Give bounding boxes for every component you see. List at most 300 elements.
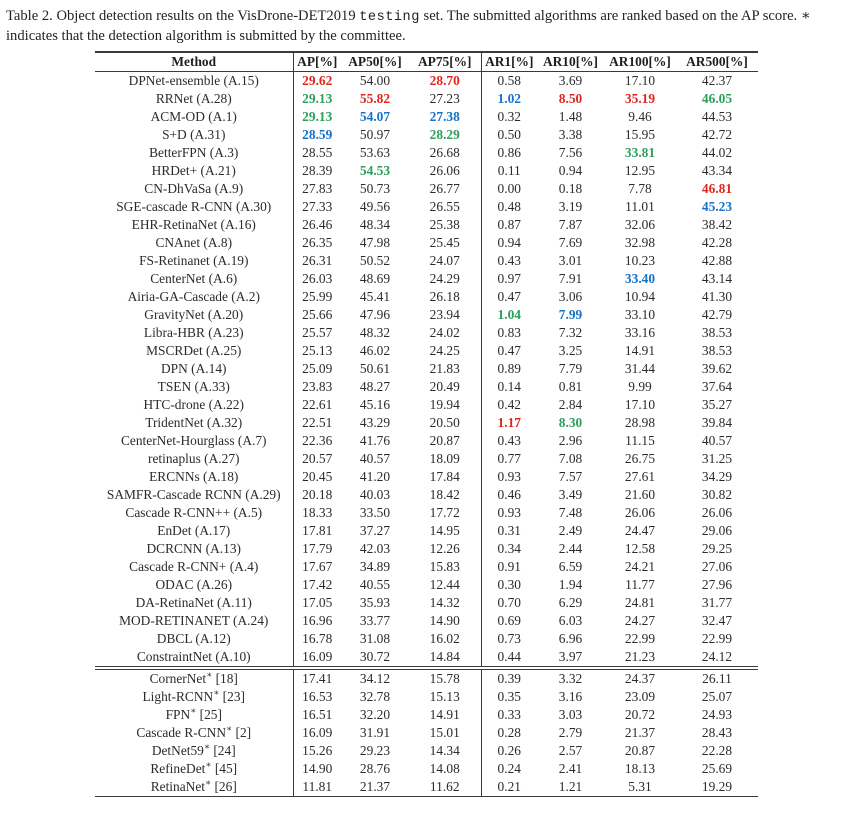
method-cell: RefineDet∗ [45] <box>95 760 293 778</box>
value-cell: 44.53 <box>701 109 733 125</box>
value-cell: 20.50 <box>409 414 481 432</box>
value-cell: 31.91 <box>359 725 391 741</box>
table-row <box>95 270 758 288</box>
value-cell: 3.49 <box>558 487 583 503</box>
value-cell: 45.16 <box>359 397 391 413</box>
col-header-ap50: AP50[%] <box>341 52 409 72</box>
value-cell: 33.81 <box>624 145 656 161</box>
value-cell: 29.06 <box>701 523 733 539</box>
method-cell: Cascade R-CNN++ (A.5) <box>95 504 293 522</box>
value-cell: 14.08 <box>409 760 481 778</box>
value-cell: 3.06 <box>558 289 583 305</box>
table-row <box>95 688 758 706</box>
value-cell: 2.57 <box>558 743 583 759</box>
value-cell: 29.62 <box>302 73 333 89</box>
value-cell: 34.89 <box>359 559 391 575</box>
value-cell: 33.40 <box>624 271 656 287</box>
committee-star-marker: ∗ <box>213 687 220 698</box>
method-cell: BetterFPN (A.3) <box>95 144 293 162</box>
value-cell: 11.62 <box>409 778 481 797</box>
value-cell: 20.72 <box>624 707 656 723</box>
table-row <box>95 742 758 760</box>
value-cell: 0.94 <box>558 163 583 179</box>
table-row <box>95 760 758 778</box>
value-cell: 25.69 <box>701 761 733 777</box>
value-cell: 14.32 <box>409 594 481 612</box>
method-cell: Cascade R-CNN∗ [2] <box>95 724 293 742</box>
value-cell: 47.96 <box>359 307 391 323</box>
value-cell: 14.91 <box>624 343 656 359</box>
value-cell: 54.00 <box>359 73 391 89</box>
value-cell: 26.06 <box>624 505 656 521</box>
value-cell: 31.44 <box>624 361 656 377</box>
value-cell: 0.24 <box>497 761 521 777</box>
method-cell: RetinaNet∗ [26] <box>95 778 293 797</box>
value-cell: 24.25 <box>409 342 481 360</box>
value-cell: 2.84 <box>558 397 583 413</box>
value-cell: 8.50 <box>558 91 583 107</box>
value-cell: 42.37 <box>701 73 733 89</box>
value-cell: 0.86 <box>497 145 521 161</box>
value-cell: 38.42 <box>701 217 733 233</box>
value-cell: 7.48 <box>558 505 583 521</box>
table-row <box>95 558 758 576</box>
value-cell: 42.03 <box>359 541 391 557</box>
value-cell: 28.76 <box>359 761 391 777</box>
table-row <box>95 576 758 594</box>
value-cell: 23.94 <box>409 306 481 324</box>
value-cell: 25.07 <box>701 689 733 705</box>
value-cell: 11.81 <box>293 778 341 797</box>
value-cell: 42.72 <box>701 127 733 143</box>
value-cell: 0.97 <box>497 271 521 287</box>
value-cell: 16.09 <box>293 648 341 668</box>
value-cell: 7.57 <box>558 469 583 485</box>
value-cell: 34.29 <box>701 469 733 485</box>
value-cell: 16.09 <box>302 725 333 741</box>
value-cell: 15.78 <box>409 668 481 688</box>
value-cell: 23.83 <box>302 379 333 395</box>
table-row <box>95 630 758 648</box>
method-cell: Airia-GA-Cascade (A.2) <box>95 288 293 306</box>
col-header-ar1: AR1[%] <box>481 52 537 72</box>
value-cell: 14.84 <box>409 648 481 668</box>
value-cell: 49.56 <box>359 199 391 215</box>
value-cell: 0.42 <box>497 397 521 413</box>
value-cell: 43.29 <box>359 415 391 431</box>
method-cell: TridentNet (A.32) <box>95 414 293 432</box>
value-cell: 33.50 <box>359 505 391 521</box>
table-row <box>95 504 758 522</box>
table-row <box>95 778 758 797</box>
value-cell: 0.43 <box>497 253 521 269</box>
value-cell: 48.27 <box>359 379 391 395</box>
value-cell: 3.16 <box>558 689 583 705</box>
value-cell: 25.13 <box>302 343 333 359</box>
value-cell: 38.53 <box>701 325 733 341</box>
value-cell: 12.95 <box>624 163 656 179</box>
value-cell: 12.26 <box>409 540 481 558</box>
caption-suffix: set. The submitted algorithms are ranked based on the AP score. ∗ indicates that the detection algorithm is submitted by the committee. <box>6 8 811 44</box>
value-cell: 26.68 <box>409 144 481 162</box>
value-cell: 7.32 <box>558 325 583 341</box>
method-cell: SGE-cascade R-CNN (A.30) <box>95 198 293 216</box>
value-cell: 7.08 <box>558 451 583 467</box>
value-cell: 40.57 <box>701 433 733 449</box>
value-cell: 30.72 <box>341 648 409 668</box>
value-cell: 25.99 <box>302 289 333 305</box>
value-cell: 7.91 <box>558 271 583 287</box>
value-cell: 43.14 <box>701 271 733 287</box>
value-cell: 35.19 <box>624 91 656 107</box>
table-caption <box>6 7 858 46</box>
value-cell: 11.15 <box>625 433 655 449</box>
results-table <box>95 51 758 797</box>
value-cell: 22.28 <box>701 743 733 759</box>
value-cell: 48.34 <box>359 217 391 233</box>
col-header-ar500: AR500[%] <box>676 52 758 72</box>
method-cell: ACM-OD (A.1) <box>95 108 293 126</box>
value-cell: 17.05 <box>302 595 333 611</box>
value-cell: 0.83 <box>497 325 521 341</box>
table-row <box>95 342 758 360</box>
value-cell: 21.37 <box>624 725 656 741</box>
method-cell: DA-RetinaNet (A.11) <box>95 594 293 612</box>
committee-star-marker: ∗ <box>190 705 197 716</box>
value-cell: 42.28 <box>701 235 733 251</box>
value-cell: 50.73 <box>359 181 391 197</box>
value-cell: 0.93 <box>497 505 521 521</box>
value-cell: 15.01 <box>409 724 481 742</box>
table-row <box>95 162 758 180</box>
value-cell: 7.78 <box>628 181 652 197</box>
value-cell: 20.45 <box>302 469 333 485</box>
method-cell: HTC-drone (A.22) <box>95 396 293 414</box>
value-cell: 26.03 <box>302 271 333 287</box>
value-cell: 37.27 <box>359 523 391 539</box>
value-cell: 28.70 <box>409 72 481 91</box>
value-cell: 6.96 <box>558 631 583 647</box>
value-cell: 0.94 <box>497 235 521 251</box>
value-cell: 20.57 <box>302 451 333 467</box>
value-cell: 22.51 <box>302 415 333 431</box>
value-cell: 24.47 <box>624 523 656 539</box>
value-cell: 25.66 <box>302 307 333 323</box>
value-cell: 14.90 <box>302 761 333 777</box>
value-cell: 10.23 <box>624 253 656 269</box>
table-row <box>95 126 758 144</box>
value-cell: 11.01 <box>625 199 655 215</box>
value-cell: 50.97 <box>359 127 391 143</box>
value-cell: 11.77 <box>625 577 655 593</box>
table-row <box>95 414 758 432</box>
value-cell: 26.77 <box>409 180 481 198</box>
value-cell: 0.77 <box>497 451 521 467</box>
value-cell: 44.02 <box>701 145 733 161</box>
value-cell: 33.77 <box>359 613 391 629</box>
value-cell: 6.59 <box>558 559 583 575</box>
value-cell: 7.87 <box>558 217 583 233</box>
value-cell: 14.95 <box>409 522 481 540</box>
value-cell: 18.09 <box>409 450 481 468</box>
value-cell: 0.30 <box>497 577 521 593</box>
value-cell: 6.29 <box>558 595 583 611</box>
value-cell: 25.45 <box>409 234 481 252</box>
value-cell: 25.09 <box>302 361 333 377</box>
value-cell: 48.32 <box>359 325 391 341</box>
table-row <box>95 180 758 198</box>
value-cell: 17.41 <box>302 671 333 687</box>
value-cell: 0.28 <box>497 725 521 741</box>
value-cell: 32.98 <box>624 235 656 251</box>
value-cell: 15.13 <box>409 688 481 706</box>
value-cell: 35.27 <box>701 397 733 413</box>
committee-star-marker: ∗ <box>205 777 212 788</box>
value-cell: 8.30 <box>558 415 583 431</box>
method-cell: FS-Retinanet (A.19) <box>95 252 293 270</box>
table-row <box>95 706 758 724</box>
value-cell: 21.60 <box>624 487 656 503</box>
value-cell: 32.06 <box>624 217 656 233</box>
value-cell: 12.44 <box>409 576 481 594</box>
value-cell: 1.02 <box>497 91 521 107</box>
value-cell: 18.42 <box>409 486 481 504</box>
value-cell: 5.31 <box>604 778 676 797</box>
value-cell: 27.83 <box>302 181 333 197</box>
value-cell: 26.11 <box>702 671 732 687</box>
value-cell: 19.94 <box>409 396 481 414</box>
value-cell: 29.23 <box>359 743 391 759</box>
value-cell: 20.87 <box>624 743 656 759</box>
value-cell: 26.75 <box>624 451 656 467</box>
value-cell: 21.83 <box>409 360 481 378</box>
method-cell: Cascade R-CNN+ (A.4) <box>95 558 293 576</box>
table-row <box>95 90 758 108</box>
value-cell: 0.18 <box>558 181 583 197</box>
method-cell: Libra-HBR (A.23) <box>95 324 293 342</box>
method-cell: CornerNet∗ [18] <box>95 668 293 688</box>
table-row <box>95 486 758 504</box>
value-cell: 47.98 <box>359 235 391 251</box>
value-cell: 30.82 <box>701 487 733 503</box>
value-cell: 34.12 <box>359 671 391 687</box>
method-cell: HRDet+ (A.21) <box>95 162 293 180</box>
value-cell: 39.84 <box>701 415 733 431</box>
table-row <box>95 668 758 688</box>
value-cell: 27.96 <box>701 577 733 593</box>
value-cell: 0.81 <box>558 379 583 395</box>
value-cell: 24.12 <box>676 648 758 668</box>
value-cell: 0.34 <box>497 541 521 557</box>
value-cell: 39.62 <box>701 361 733 377</box>
value-cell: 27.38 <box>409 108 481 126</box>
method-cell: CN-DhVaSa (A.9) <box>95 180 293 198</box>
value-cell: 31.77 <box>701 595 733 611</box>
committee-star-marker: ∗ <box>205 759 212 770</box>
value-cell: 2.41 <box>558 761 583 777</box>
value-cell: 54.53 <box>359 163 391 179</box>
table-row <box>95 724 758 742</box>
table-row <box>95 234 758 252</box>
caption-mono-word: testing <box>359 10 420 25</box>
value-cell: 0.32 <box>497 109 521 125</box>
value-cell: 16.51 <box>302 707 333 723</box>
value-cell: 10.94 <box>624 289 656 305</box>
value-cell: 15.83 <box>409 558 481 576</box>
value-cell: 3.69 <box>558 73 583 89</box>
value-cell: 17.10 <box>624 397 656 413</box>
value-cell: 0.21 <box>481 778 537 797</box>
value-cell: 15.26 <box>302 743 333 759</box>
value-cell: 41.30 <box>701 289 733 305</box>
method-cell: MSCRDet (A.25) <box>95 342 293 360</box>
value-cell: 20.49 <box>409 378 481 396</box>
method-cell: Light-RCNN∗ [23] <box>95 688 293 706</box>
value-cell: 37.64 <box>701 379 733 395</box>
value-cell: 0.43 <box>497 433 521 449</box>
value-cell: 0.73 <box>497 631 521 647</box>
value-cell: 17.72 <box>409 504 481 522</box>
value-cell: 20.87 <box>409 432 481 450</box>
value-cell: 0.50 <box>497 127 521 143</box>
value-cell: 20.18 <box>302 487 333 503</box>
value-cell: 24.21 <box>624 559 656 575</box>
value-cell: 3.38 <box>558 127 583 143</box>
value-cell: 0.48 <box>497 199 521 215</box>
table-row <box>95 612 758 630</box>
method-cell: RRNet (A.28) <box>95 90 293 108</box>
method-cell: DCRCNN (A.13) <box>95 540 293 558</box>
value-cell: 0.93 <box>497 469 521 485</box>
value-cell: 22.36 <box>302 433 333 449</box>
col-header-ar100: AR100[%] <box>604 52 676 72</box>
value-cell: 32.78 <box>359 689 391 705</box>
method-cell: DPN (A.14) <box>95 360 293 378</box>
method-cell: FPN∗ [25] <box>95 706 293 724</box>
method-cell: CenterNet-Hourglass (A.7) <box>95 432 293 450</box>
value-cell: 26.31 <box>302 253 333 269</box>
value-cell: 0.47 <box>497 289 521 305</box>
value-cell: 17.81 <box>302 523 333 539</box>
method-cell: TSEN (A.33) <box>95 378 293 396</box>
value-cell: 14.90 <box>409 612 481 630</box>
value-cell: 41.20 <box>359 469 391 485</box>
value-cell: 14.91 <box>409 706 481 724</box>
value-cell: 16.96 <box>302 613 333 629</box>
value-cell: 0.33 <box>497 707 521 723</box>
value-cell: 1.48 <box>558 109 583 125</box>
value-cell: 42.88 <box>701 253 733 269</box>
value-cell: 17.10 <box>624 73 656 89</box>
value-cell: 28.43 <box>701 725 733 741</box>
value-cell: 25.57 <box>302 325 333 341</box>
value-cell: 46.05 <box>701 91 733 107</box>
value-cell: 28.98 <box>624 415 656 431</box>
value-cell: 0.11 <box>497 163 521 179</box>
method-cell: CNAnet (A.8) <box>95 234 293 252</box>
value-cell: 24.37 <box>624 671 656 687</box>
value-cell: 24.07 <box>409 252 481 270</box>
value-cell: 54.07 <box>359 109 391 125</box>
value-cell: 21.37 <box>341 778 409 797</box>
value-cell: 45.41 <box>359 289 391 305</box>
value-cell: 23.09 <box>624 689 656 705</box>
value-cell: 3.25 <box>558 343 583 359</box>
value-cell: 46.02 <box>359 343 391 359</box>
committee-star-marker: ∗ <box>226 723 233 734</box>
table-row <box>95 648 758 668</box>
value-cell: 26.06 <box>701 505 733 521</box>
value-cell: 33.16 <box>624 325 656 341</box>
method-cell: CenterNet (A.6) <box>95 270 293 288</box>
committee-star-marker: ∗ <box>206 669 213 680</box>
value-cell: 35.93 <box>359 595 391 611</box>
value-cell: 1.17 <box>497 415 521 431</box>
table-row <box>95 252 758 270</box>
page <box>0 7 864 797</box>
value-cell: 1.94 <box>558 577 583 593</box>
value-cell: 17.84 <box>409 468 481 486</box>
value-cell: 24.29 <box>409 270 481 288</box>
value-cell: 2.49 <box>558 523 583 539</box>
table-row <box>95 216 758 234</box>
table-row <box>95 468 758 486</box>
value-cell: 0.89 <box>497 361 521 377</box>
table-row <box>95 288 758 306</box>
value-cell: 50.61 <box>359 361 391 377</box>
col-header-ap: AP[%] <box>293 52 341 72</box>
value-cell: 14.34 <box>409 742 481 760</box>
value-cell: 24.81 <box>624 595 656 611</box>
value-cell: 0.26 <box>497 743 521 759</box>
value-cell: 27.33 <box>302 199 333 215</box>
value-cell: 0.44 <box>481 648 537 668</box>
value-cell: 27.06 <box>701 559 733 575</box>
value-cell: 29.25 <box>701 541 733 557</box>
col-header-ar10: AR10[%] <box>537 52 604 72</box>
value-cell: 29.13 <box>302 109 333 125</box>
value-cell: 46.81 <box>701 181 733 197</box>
value-cell: 3.19 <box>558 199 583 215</box>
table-row <box>95 360 758 378</box>
method-cell: S+D (A.31) <box>95 126 293 144</box>
table-row <box>95 144 758 162</box>
table-row <box>95 378 758 396</box>
value-cell: 9.99 <box>628 379 652 395</box>
value-cell: 0.39 <box>497 671 521 687</box>
value-cell: 28.39 <box>302 163 333 179</box>
value-cell: 40.03 <box>359 487 391 503</box>
header-row <box>95 52 758 72</box>
value-cell: 3.32 <box>558 671 583 687</box>
value-cell: 7.56 <box>558 145 583 161</box>
value-cell: 7.99 <box>558 307 583 323</box>
value-cell: 0.91 <box>497 559 521 575</box>
value-cell: 15.95 <box>624 127 656 143</box>
value-cell: 6.03 <box>558 613 583 629</box>
method-cell: MOD-RETINANET (A.24) <box>95 612 293 630</box>
method-cell: DPNet-ensemble (A.15) <box>95 72 293 91</box>
value-cell: 22.61 <box>302 397 333 413</box>
value-cell: 42.79 <box>701 307 733 323</box>
value-cell: 0.69 <box>497 613 521 629</box>
submitted-rows <box>95 72 758 669</box>
value-cell: 2.44 <box>558 541 583 557</box>
method-cell: retinaplus (A.27) <box>95 450 293 468</box>
value-cell: 26.35 <box>302 235 333 251</box>
table-row <box>95 450 758 468</box>
committee-star-marker: ∗ <box>203 741 210 752</box>
